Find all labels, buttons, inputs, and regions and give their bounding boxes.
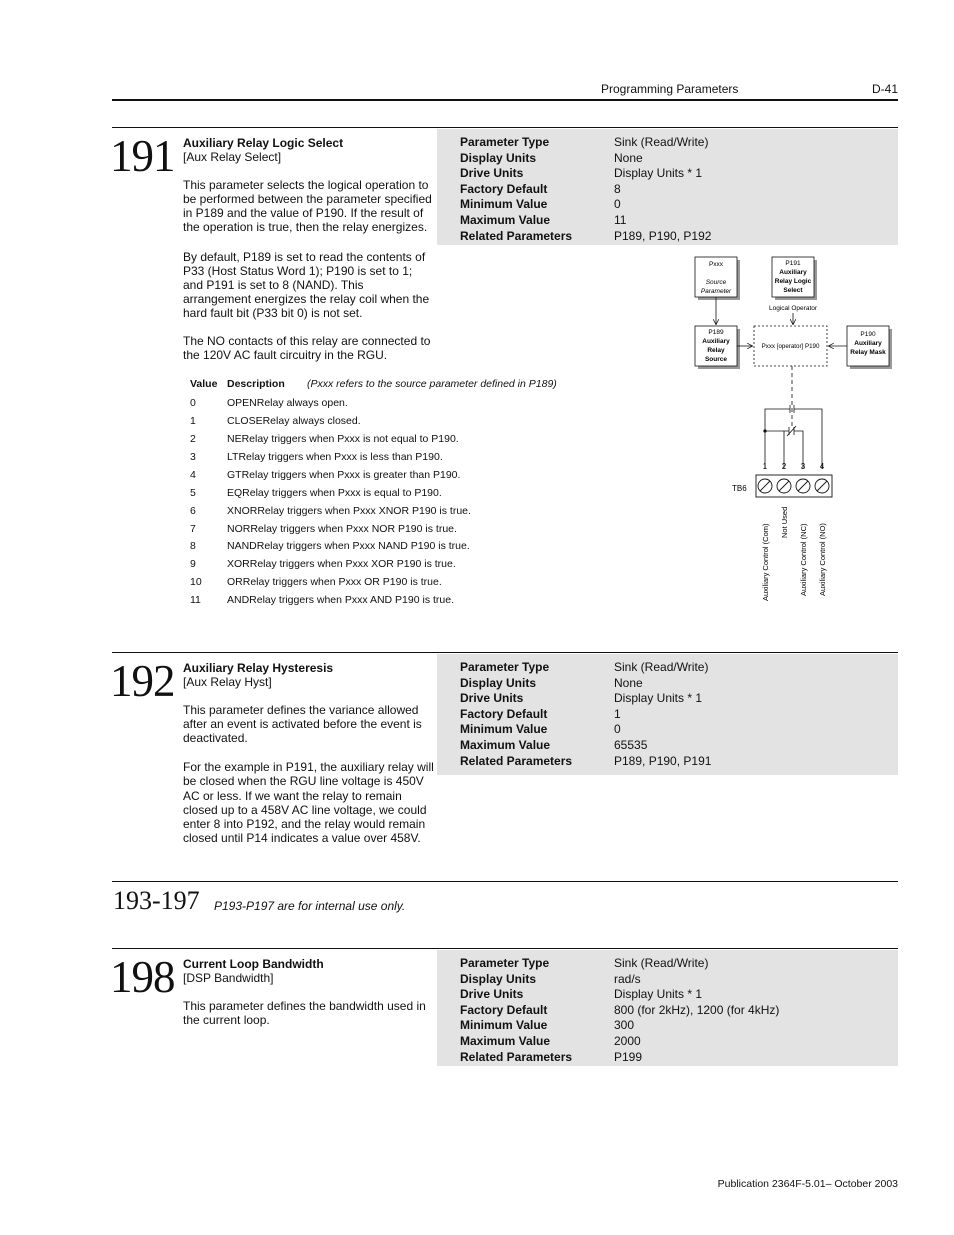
prop-value: Display Units * 1 (614, 691, 703, 706)
p189-box-l4: Source (704, 356, 728, 363)
row-desc: XORRelay triggers when Pxxx XOR P190 is true. (227, 558, 456, 570)
prop-value: Sink (Read/Write) (614, 956, 709, 970)
prop-key: Maximum Value (460, 1034, 551, 1048)
row-value: 5 (190, 487, 196, 499)
row-value: 0 (190, 397, 196, 409)
p191-number: 191 (110, 131, 175, 181)
prop-key: Drive Units (460, 987, 524, 1002)
value-header: Value (190, 378, 218, 390)
p189-box-l1: P189 (708, 329, 724, 336)
p193-197-rule (112, 881, 898, 882)
header-rule (112, 99, 898, 101)
prop-key: Drive Units (460, 166, 524, 181)
prop-value: Display Units * 1 (614, 987, 703, 1002)
p198-properties-box (437, 950, 898, 1066)
p191-logic-select-box (772, 257, 814, 297)
p190-box-l3: Relay Mask (850, 349, 886, 356)
row-desc: OPENRelay always open. (227, 397, 348, 409)
logical-operator-label: Logical Operator (768, 305, 818, 312)
terminal-number: 3 (800, 462, 806, 471)
p198-rule (112, 948, 898, 949)
p191-title: Auxiliary Relay Logic Select (183, 136, 344, 150)
prop-key: Parameter Type (460, 660, 550, 674)
src-box-l1: Pxxx (708, 261, 724, 268)
prop-value: 800 (for 2kHz), 1200 (for 4kHz) (614, 1002, 780, 1017)
p191-value-table (190, 378, 570, 614)
prop-value: P189, P190, P192 (614, 228, 712, 243)
p198-paragraph-1: This parameter defines the bandwidth used in the current loop. (183, 999, 426, 1027)
p190-box-l1: P190 (860, 331, 876, 338)
p189-box-l2: Auxiliary (702, 338, 730, 345)
description-header: Description (227, 378, 285, 390)
terminal-number: 1 (762, 462, 768, 471)
prop-value: 300 (614, 1018, 635, 1033)
p189-relay-source-box (695, 326, 737, 366)
p191-paragraph-1: This parameter selects the logical operation to be performed between the parameter specified in P189 and the value of P190. If the result of the operation is true, then the relay energizes. (183, 178, 432, 234)
prop-key: Minimum Value (460, 722, 548, 737)
prop-value: P199 (614, 1049, 643, 1064)
terminal-label: Auxiliary Control (NC) (799, 523, 808, 596)
p191-properties-box (437, 129, 898, 245)
row-desc: NORRelay triggers when Pxxx NOR P190 is true. (227, 523, 457, 535)
p191-short-name: [Aux Relay Select] (183, 150, 282, 164)
p191-rule (112, 127, 898, 128)
p191-box-l4: Select (783, 287, 803, 294)
relay-contacts (762, 405, 822, 471)
p198-short-name: [DSP Bandwidth] (183, 971, 274, 985)
p191-paragraph-3: The NO contacts of this relay are connected to the 120V AC fault circuitry in the RGU. (183, 334, 431, 362)
prop-key: Related Parameters (460, 1049, 573, 1064)
p192-paragraph-2: For the example in P191, the auxiliary relay will be closed when the RGU line voltage is 450V AC or less. If we want the relay to remain closed up to a 458V AC line voltage, we could enter 8 into P192, and the relay would remain closed until P14 indicates a value over 458V. (183, 760, 434, 846)
prop-key: Factory Default (460, 1002, 548, 1017)
row-desc: NERelay triggers when Pxxx is not equal to P190. (227, 433, 459, 445)
row-value: 1 (190, 415, 196, 427)
row-value: 2 (190, 433, 196, 445)
p192-rule (112, 652, 898, 653)
prop-key: Display Units (460, 150, 537, 165)
operator-expression-box (754, 326, 827, 366)
p191-box-l3: Relay Logic (774, 278, 812, 285)
p191-box-l2: Auxiliary (779, 269, 807, 276)
terminal-label: Not Used (780, 506, 789, 538)
row-desc: LTRelay triggers when Pxxx is less than P190. (227, 451, 443, 463)
prop-value: 65535 (614, 738, 648, 752)
source-parameter-box (695, 257, 737, 297)
terminal-block-tb6 (756, 475, 832, 497)
row-value: 9 (190, 558, 196, 570)
p192-properties-box (437, 654, 898, 775)
prop-value: Sink (Read/Write) (614, 135, 709, 149)
prop-key: Minimum Value (460, 197, 548, 212)
prop-value: 1 (614, 706, 621, 721)
row-value: 8 (190, 540, 196, 552)
prop-value: None (614, 150, 643, 165)
prop-value: Display Units * 1 (614, 166, 703, 181)
p193-197-note: P193-P197 are for internal use only. (214, 899, 406, 913)
terminal-number: 2 (781, 462, 787, 471)
row-value: 6 (190, 505, 196, 517)
prop-key: Related Parameters (460, 228, 573, 243)
p193-197-number: 193-197 (113, 886, 200, 915)
row-desc: EQRelay triggers when Pxxx is equal to P190. (227, 487, 442, 499)
prop-key: Minimum Value (460, 1018, 548, 1033)
terminal-label: Auxiliary Control (NO) (818, 523, 827, 596)
p192-short-name: [Aux Relay Hyst] (183, 675, 272, 689)
prop-key: Maximum Value (460, 738, 551, 752)
row-desc: GTRelay triggers when Pxxx is greater than P190. (227, 469, 461, 481)
row-value: 11 (190, 594, 201, 606)
header-section-title: Programming Parameters (601, 82, 739, 96)
prop-value: P189, P190, P191 (614, 753, 712, 768)
footer-publication: Publication 2364F-5.01– October 2003 (717, 1178, 898, 1190)
row-value: 3 (190, 451, 196, 463)
terminal-label: Auxiliary Control (Com) (761, 523, 770, 601)
p190-relay-mask-box (847, 326, 889, 366)
prop-key: Display Units (460, 971, 537, 986)
row-desc: CLOSERelay always closed. (227, 415, 361, 427)
p190-box-l2: Auxiliary (854, 340, 882, 347)
p192-title: Auxiliary Relay Hysteresis (183, 661, 334, 675)
prop-value: 11 (614, 213, 627, 227)
row-desc: XNORRelay triggers when Pxxx XNOR P190 is true. (227, 505, 471, 517)
row-desc: NANDRelay triggers when Pxxx NAND P190 is true. (227, 540, 470, 552)
prop-key: Drive Units (460, 691, 524, 706)
prop-key: Display Units (460, 675, 537, 690)
row-desc: ANDRelay triggers when Pxxx AND P190 is true. (227, 594, 455, 606)
header-page-number: D-41 (872, 82, 899, 96)
p198-number: 198 (110, 952, 175, 1002)
prop-key: Parameter Type (460, 135, 550, 149)
prop-key: Maximum Value (460, 213, 551, 227)
src-box-l3: Parameter (700, 288, 732, 295)
prop-value: None (614, 675, 643, 690)
row-value: 10 (190, 576, 202, 588)
description-note: (Pxxx refers to the source parameter defined in P189) (307, 378, 557, 390)
terminal-block-label: TB6 (732, 484, 747, 493)
p189-box-l3: Relay (707, 347, 725, 354)
prop-key: Factory Default (460, 181, 548, 196)
terminal-number: 4 (819, 462, 825, 471)
prop-key: Related Parameters (460, 753, 573, 768)
prop-value: Sink (Read/Write) (614, 660, 709, 674)
p192-paragraph-1: This parameter defines the variance allowed after an event is activated before the event is deactivated. (183, 703, 422, 745)
prop-value: 0 (614, 722, 621, 737)
p191-box-l1: P191 (785, 260, 801, 267)
p192-number: 192 (110, 656, 175, 706)
prop-key: Factory Default (460, 706, 548, 721)
p191-paragraph-2: By default, P189 is set to read the contents of P33 (Host Status Word 1); P190 is set to 1; and P191 is set to 8 (NAND). This arrangement energizes the relay coil when the hard fault bit (P33 bit 0) is not set. (183, 250, 430, 320)
p198-title: Current Loop Bandwidth (183, 957, 324, 971)
row-value: 4 (190, 469, 196, 481)
row-desc: ORRelay triggers when Pxxx OR P190 is true. (227, 576, 442, 588)
relay-diagram (690, 250, 900, 605)
row-value: 7 (190, 523, 196, 535)
prop-key: Parameter Type (460, 956, 550, 970)
prop-value: 0 (614, 197, 621, 212)
prop-value: 2000 (614, 1034, 641, 1048)
prop-value: 8 (614, 181, 621, 196)
src-box-l2: Source (705, 279, 727, 286)
center-box-text: Pxxx [operator] P190 (761, 343, 820, 350)
prop-value: rad/s (614, 971, 641, 986)
